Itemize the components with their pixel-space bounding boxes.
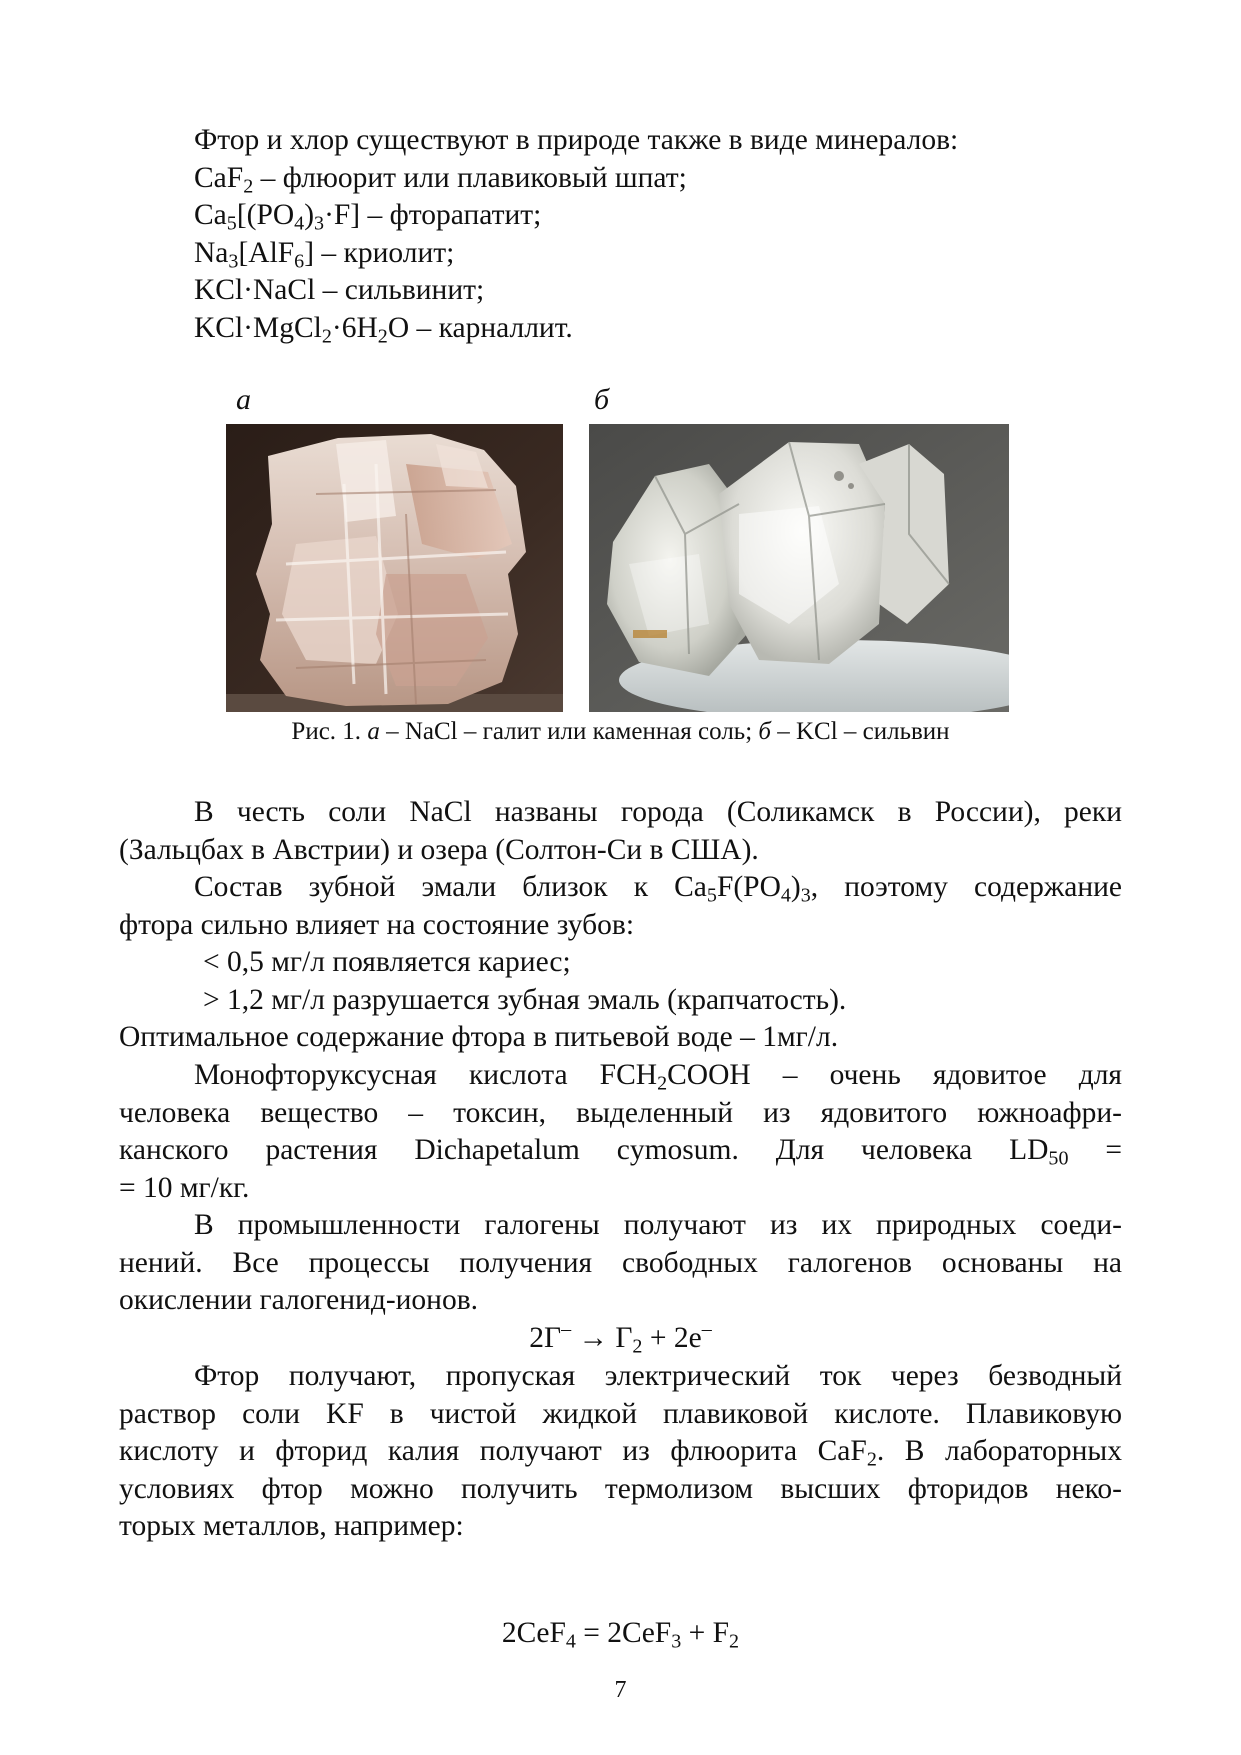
paragraph-enamel [119,869,1122,1057]
text-line: человека вещество – токсин, выделенный из ядовитого южноафри- [119,1096,1122,1129]
list-item-caries: < 0,5 мг/л появляется кариес; [203,946,571,978]
text-line: В честь соли NaCl названы города (Соликамск в России), реки [194,796,1122,828]
paragraph-fluorine-production [119,1358,1122,1546]
text-line: окислении галогенид-ионов. [119,1284,479,1316]
text-line: канского растения Dichapetalum cymosum. Для человека $LD_{50}$ = [119,1134,1122,1170]
text-line: Фтор получают, пропуская электрический ток через безводный [194,1360,1122,1392]
halite-photo [226,424,563,712]
minerals-intro: Фтор и хлор существуют в природе также в виде минералов: [194,124,959,156]
mineral-item [194,235,958,273]
text-line: нений. Все процессы получения свободных галогенов основаны на [119,1246,1122,1279]
text-line: В промышленности галогены получают из их природных соеди- [194,1209,1122,1241]
equation-cerium-fluoride: $2CeF_4 = 2CeF_3 + F_2$ [501,1617,740,1653]
mineral-item [194,310,958,348]
figure-label-a: а [236,383,251,416]
mineral-formula: CaF$_2$ [194,161,254,198]
mineral-desc: – флюорит или плавиковый шпат; [253,161,687,194]
paragraph-industry [119,1207,1122,1320]
mineral-formula: $KCl\cdot MgCl_2\cdot 6H_2O$ [194,311,410,348]
mineral-desc: – сильвинит; [315,274,485,306]
text-line: раствор соли KF в чистой жидкой плавиковой кислоте. Плавиковую [119,1397,1122,1430]
paragraph-toxin [119,1057,1122,1207]
mineral-item [194,272,958,310]
text-line: Оптимальное содержание фтора в питьевой воде – 1мг/л. [119,1021,839,1053]
text-line: (Зальцбах в Австрии) и озера (Солтон-Си в США). [119,833,759,866]
text-line: условиях фтор можно получить термолизом высших фторидов неко- [119,1472,1122,1505]
text-line: Состав зубной эмали близок к $Ca_5F(PO_4)_3$, поэтому содержание [194,871,1122,907]
page-number: 7 [614,1677,627,1703]
minerals-list [194,122,958,347]
mineral-formula: $Ca_5[(PO_4)_3\cdot F]$ [194,199,361,235]
figure-caption: Рис. 1. а – NaCl – галит или каменная соль; б – KCl – сильвин [291,718,950,745]
mineral-desc: – карналлит. [409,311,573,344]
mineral-item [194,160,958,198]
list-item-enamel: > 1,2 мг/л разрушается зубная эмаль (крапчатость). [203,983,847,1016]
equation-halide-oxidation: $2Г^- \to Г_2 + 2e^-$ [529,1317,712,1358]
sylvite-photo [589,424,1009,712]
mineral-desc: – фторапатит; [360,199,542,231]
paragraph-salt-names [119,794,1122,869]
mineral-item [194,197,958,235]
mineral-desc: – криолит; [314,236,455,269]
text-line: торых металлов, например: [119,1510,464,1542]
text-line: = 10 мг/кг. [119,1171,250,1204]
figure-label-b: б [594,383,610,416]
text-line: кислоту и фторид калия получают из флюорита CaF$_2$. В лабораторных [119,1435,1122,1471]
text-line: фтора сильно влияет на состояние зубов: [119,908,635,941]
mineral-formula: $Na_3[AlF_6]$ [194,236,315,273]
text-line: Монофторуксусная кислота $FCH_2COOH$ – очень ядовитое для [194,1059,1122,1095]
mineral-formula: KCl·NaCl [194,274,316,306]
